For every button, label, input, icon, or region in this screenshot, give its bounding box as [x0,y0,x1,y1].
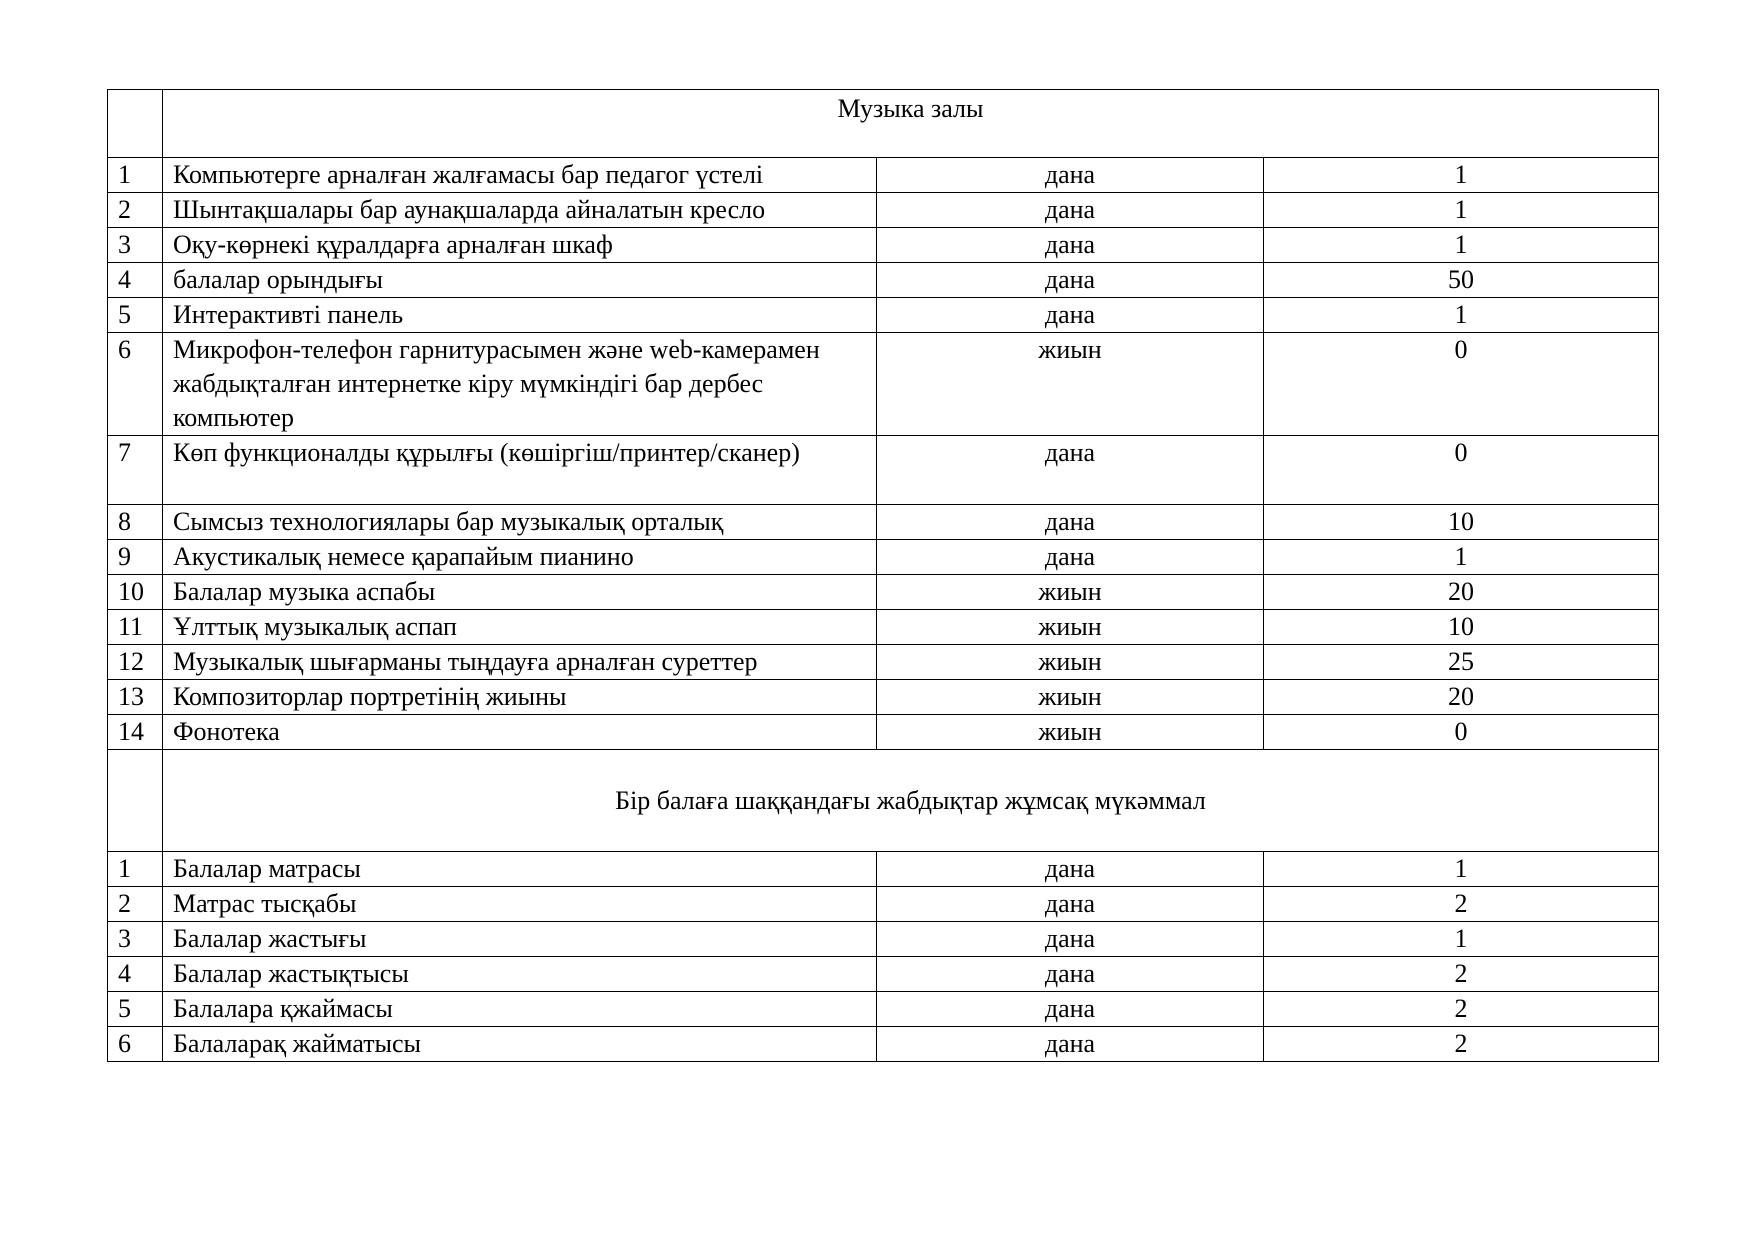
item-quantity: 25 [1264,645,1659,680]
item-unit: дана [877,158,1264,193]
item-quantity: 1 [1264,852,1659,887]
item-unit: дана [877,263,1264,298]
item-quantity: 2 [1264,992,1659,1027]
item-quantity: 1 [1264,158,1659,193]
item-name: Сымсыз технологиялары бар музыкалық орталық [163,505,877,540]
section-header-row [108,750,1659,852]
row-number: 13 [108,680,163,715]
item-quantity: 1 [1264,540,1659,575]
row-number: 7 [108,436,163,505]
item-name: Балаларақ жайматысы [163,1027,877,1062]
table-row [108,228,1659,263]
table-row [108,436,1659,505]
item-name: балалар орындығы [163,263,877,298]
item-name: Акустикалық немесе қарапайым пианино [163,540,877,575]
item-name: Оқу-көрнекі құралдарға арналған шкаф [163,228,877,263]
table-row [108,610,1659,645]
item-quantity: 10 [1264,610,1659,645]
table-row [108,540,1659,575]
row-number: 10 [108,575,163,610]
item-name: Шынтақшалары бар аунақшаларда айналатын кресло [163,193,877,228]
row-number: 3 [108,922,163,957]
item-name: Микрофон-телефон гарнитурасымен және web-камерамен жабдықталған интернетке кіру мүмкіндігі бар дербес компьютер [163,333,877,436]
item-name: Компьютерге арналған жалғамасы бар педагог үстелі [163,158,877,193]
item-unit: жиын [877,575,1264,610]
item-unit: дана [877,922,1264,957]
table-row [108,1027,1659,1062]
table-row [108,645,1659,680]
table-row [108,575,1659,610]
item-quantity: 20 [1264,575,1659,610]
table-row [108,158,1659,193]
item-unit: жиын [877,680,1264,715]
row-number: 2 [108,193,163,228]
item-unit: дана [877,852,1264,887]
item-quantity: 20 [1264,680,1659,715]
table-row [108,298,1659,333]
item-unit: дана [877,887,1264,922]
item-name: Балалар матрасы [163,852,877,887]
row-number: 12 [108,645,163,680]
item-unit: жиын [877,645,1264,680]
item-name: Балалар жастығы [163,922,877,957]
item-unit: дана [877,540,1264,575]
table-row [108,992,1659,1027]
item-quantity: 0 [1264,333,1659,436]
item-unit: дана [877,505,1264,540]
row-number: 6 [108,1027,163,1062]
item-name: Матрас тысқабы [163,887,877,922]
item-unit: дана [877,992,1264,1027]
row-number: 8 [108,505,163,540]
item-quantity: 1 [1264,922,1659,957]
table-row [108,263,1659,298]
row-number: 2 [108,887,163,922]
section-header-row [108,90,1659,158]
item-name: Балалара қжаймасы [163,992,877,1027]
table-row [108,887,1659,922]
item-quantity: 1 [1264,228,1659,263]
row-number: 11 [108,610,163,645]
empty-number-cell [108,750,163,852]
item-quantity: 2 [1264,957,1659,992]
equipment-table [107,89,1659,1062]
item-unit: жиын [877,715,1264,750]
table-row [108,715,1659,750]
item-unit: дана [877,298,1264,333]
row-number: 5 [108,298,163,333]
row-number: 4 [108,957,163,992]
item-name: Композиторлар портретінің жиыны [163,680,877,715]
row-number: 14 [108,715,163,750]
table-row [108,680,1659,715]
table-row [108,852,1659,887]
empty-number-cell [108,90,163,158]
item-unit: дана [877,193,1264,228]
item-name: Интерактивті панель [163,298,877,333]
row-number: 9 [108,540,163,575]
table-row [108,957,1659,992]
table-row [108,333,1659,436]
item-name: Музыкалық шығарманы тыңдауға арналған суреттер [163,645,877,680]
row-number: 1 [108,158,163,193]
item-quantity: 2 [1264,887,1659,922]
item-name: Балалар жастықтысы [163,957,877,992]
row-number: 3 [108,228,163,263]
item-quantity: 2 [1264,1027,1659,1062]
section-title: Бір балаға шаққандағы жабдықтар жұмсақ мүкәммал [163,750,1659,852]
item-quantity: 10 [1264,505,1659,540]
item-quantity: 1 [1264,298,1659,333]
item-unit: дана [877,436,1264,505]
section-title: Музыка залы [163,90,1659,158]
row-number: 1 [108,852,163,887]
item-unit: дана [877,1027,1264,1062]
item-quantity: 50 [1264,263,1659,298]
item-quantity: 0 [1264,715,1659,750]
table-row [108,193,1659,228]
item-name: Балалар музыка аспабы [163,575,877,610]
table-row [108,505,1659,540]
item-name: Фонотека [163,715,877,750]
table-row [108,922,1659,957]
row-number: 6 [108,333,163,436]
item-unit: дана [877,957,1264,992]
item-quantity: 0 [1264,436,1659,505]
item-unit: дана [877,228,1264,263]
row-number: 5 [108,992,163,1027]
item-quantity: 1 [1264,193,1659,228]
row-number: 4 [108,263,163,298]
item-name: Көп функционалды құрылғы (көшіргіш/принтер/сканер) [163,436,877,505]
item-unit: жиын [877,333,1264,436]
item-name: Ұлттық музыкалық аспап [163,610,877,645]
item-unit: жиын [877,610,1264,645]
